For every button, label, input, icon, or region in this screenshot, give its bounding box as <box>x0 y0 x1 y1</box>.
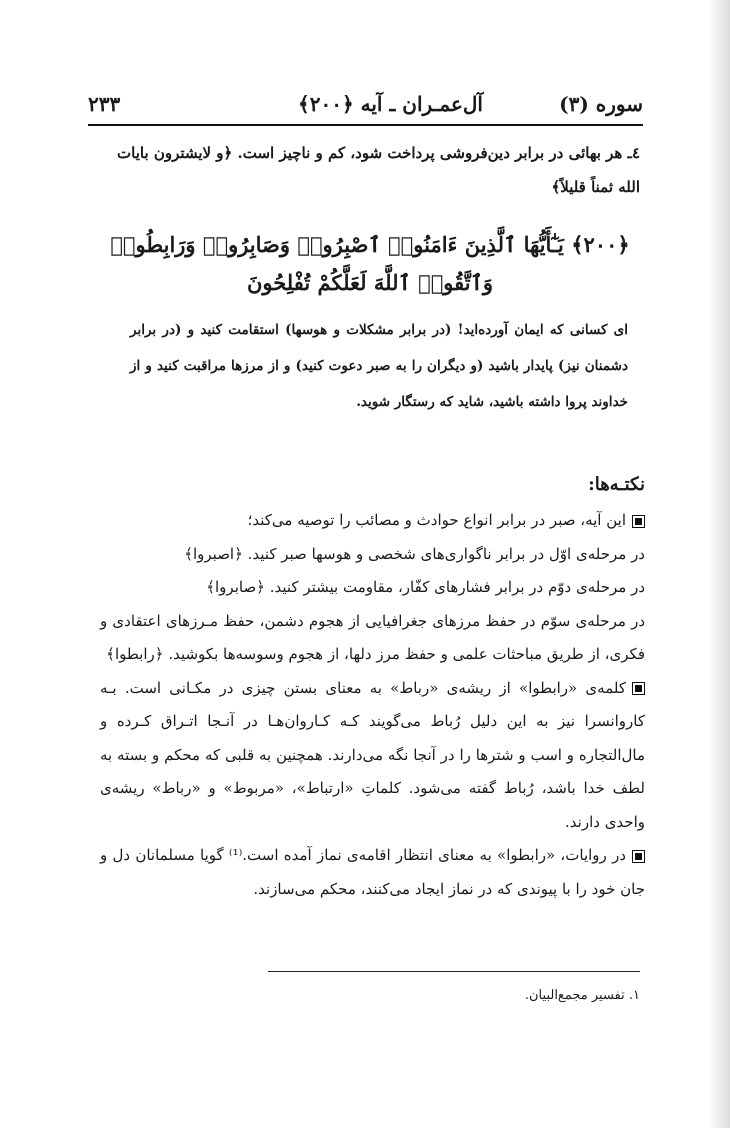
quran-verse: ﴿۲۰۰﴾ يَـٰٓأَيُّهَا ٱلَّذِينَ ءَامَنُوا۟ ٱصْبِرُوا۟ وَصَابِرُوا۟ وَرَابِطُوا۟ وَٱتَّقُوا۟ ٱللَّهَ لَعَلَّكُمْ تُفْلِحُونَ <box>110 232 630 295</box>
note-subitem: در مرحله‌ی سوّم در حفظ مرزهای جغرافیایی از هجوم دشمن، حفظ مـرزهای اعتقادی و فکری، از طریق مباحثات علمی و حفظ مرز دلها، از هجوم وسوسه‌ها بکوشید. ﴿رابطوا﴾ <box>100 611 645 663</box>
note-subitem: در مرحله‌ی اوّل در برابر ناگواری‌های شخصی و هوسها صبر کنید. ﴿اصبروا﴾ <box>184 544 645 563</box>
footnote-rule <box>268 971 640 972</box>
verse-translation: ای کسانی که ایمان آورده‌اید! (در برابر مشکلات و هوسها) استقامت کنید و (در برابر دشمنان نیز) پایدار باشید (و دیگران را به صبر دعوت کنید) و از مرزها مراقبت کنید و از خداوند پروا داشته باشید، شاید که رستگار شوید. <box>130 322 628 410</box>
square-bullet-icon <box>632 850 645 863</box>
page-number: ۲۳۳ <box>88 92 121 116</box>
point-4-text: ٤ـ هر بهائی در برابر دین‌فروشی پرداخت شود، کم و ناچیز است. ﴿و لایشترون بایات الله ثمناً قلیلاً﴾ <box>117 144 640 196</box>
page-edge-shadow <box>708 0 730 1128</box>
note-item: این آیه، صبر در برابر انواع حوادث و مصائب را توصیه می‌کند؛ <box>100 504 645 538</box>
header-sura: سوره (۳) <box>559 92 643 116</box>
square-bullet-icon <box>632 682 645 695</box>
note-item: در روایات، «رابطوا» به معنای انتظار اقامه‌ی نماز آمده است.⁽¹⁾ گویا مسلمانان دل و جان خود را با پیوندی که در نماز ایجاد می‌کنند، محکم می‌سازند. <box>100 846 645 898</box>
square-bullet-icon <box>632 515 645 528</box>
running-header <box>88 92 643 122</box>
header-title: آل‌عمـران ـ آیه ﴿۲۰۰﴾ <box>298 92 483 116</box>
footnote: ۱. تفسیر مجمع‌البیان. <box>524 988 640 1003</box>
note-item: کلمه‌ی «رابطوا» از ریشه‌ی «رباط» به معنای بستن چیزی در مکـانی است. بـه کاروانسرا نیز به این دلیل رُباط می‌گویند کـه کـاروان‌هـا در آنـجا اتـراق کـرده و مال‌التجاره و اسب و شترها را در آنجا نگه می‌دارند. همچنین به قلبی که محکم و بسته به لطف خدا باشد، رُباط گفته می‌شود. کلماتِ «ارتباط»، «مربوط» و «رباط» ریشه‌ی واحدی دارند. <box>100 678 645 831</box>
header-rule <box>88 124 643 126</box>
note-subitem: در مرحله‌ی دوّم در برابر فشارهای کفّار، مقاومت بیشتر کنید. ﴿صابروا﴾ <box>206 578 645 596</box>
notes-heading: نکتـه‌ها: <box>588 474 645 495</box>
notes-section <box>100 468 645 906</box>
